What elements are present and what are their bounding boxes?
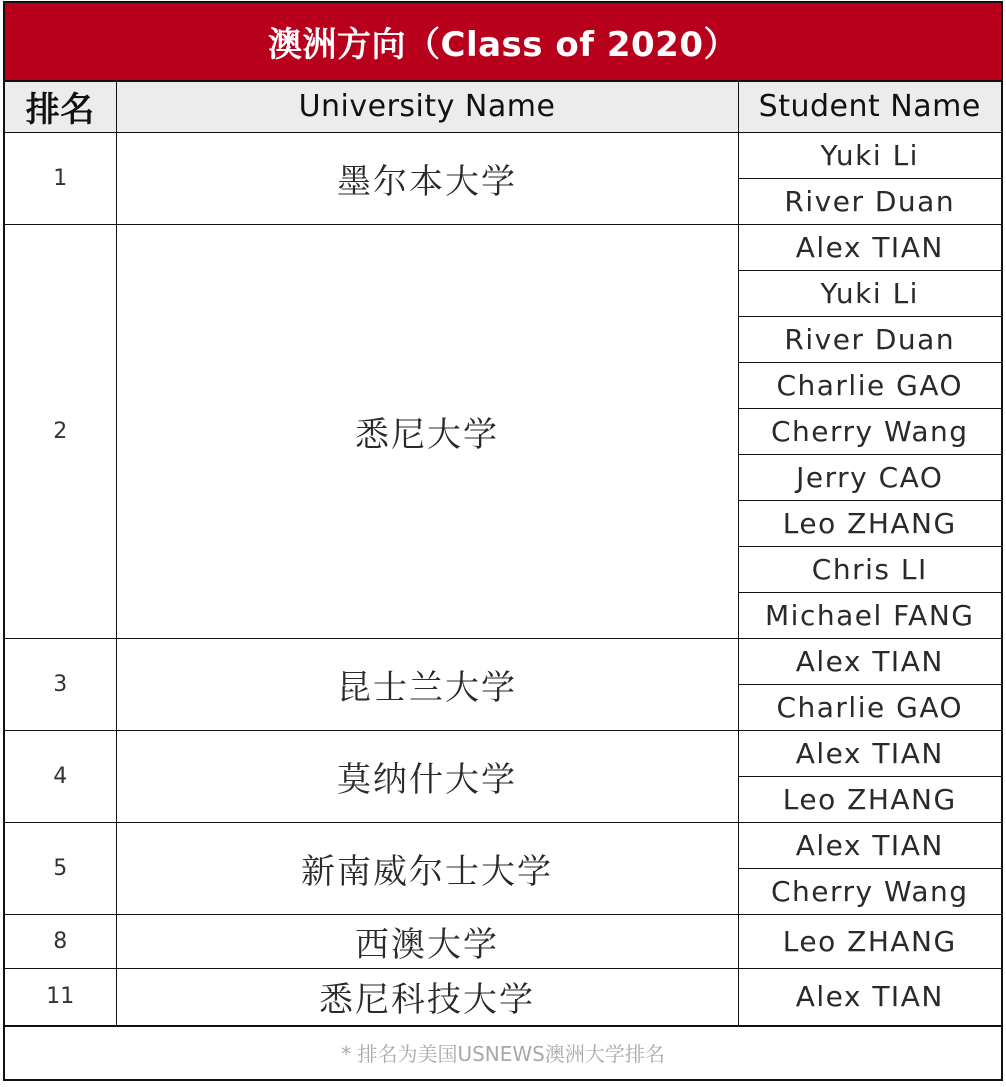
student-name-cell: Alex TIAN xyxy=(738,224,1001,270)
university-column-header: University Name xyxy=(116,82,738,132)
sheet-title: 澳洲方向（Class of 2020） xyxy=(5,3,1001,82)
rank-cell: 4 xyxy=(5,730,116,822)
student-name-cell: Alex TIAN xyxy=(738,638,1001,684)
table-row xyxy=(5,132,1001,178)
table-body xyxy=(5,132,1001,1025)
university-name-cell: 西澳大学 xyxy=(116,914,738,968)
student-name-cell: Yuki Li xyxy=(738,132,1001,178)
university-name-cell: 悉尼大学 xyxy=(116,224,738,638)
rank-cell: 5 xyxy=(5,822,116,914)
table-row xyxy=(5,224,1001,270)
student-name-cell: Alex TIAN xyxy=(738,968,1001,1025)
student-name-cell: Jerry CAO xyxy=(738,454,1001,500)
student-name-cell: Cherry Wang xyxy=(738,408,1001,454)
student-name-cell: Charlie GAO xyxy=(738,684,1001,730)
student-column-header: Student Name xyxy=(738,82,1001,132)
rankings-table xyxy=(5,82,1001,1026)
rank-cell: 2 xyxy=(5,224,116,638)
university-name-cell: 莫纳什大学 xyxy=(116,730,738,822)
student-name-cell: Charlie GAO xyxy=(738,362,1001,408)
footnote: * 排名为美国USNEWS澳洲大学排名 xyxy=(5,1026,1001,1079)
university-name-cell: 墨尔本大学 xyxy=(116,132,738,224)
rank-cell: 8 xyxy=(5,914,116,968)
table-row xyxy=(5,638,1001,684)
student-name-cell: Leo ZHANG xyxy=(738,914,1001,968)
university-name-cell: 新南威尔士大学 xyxy=(116,822,738,914)
student-name-cell: Cherry Wang xyxy=(738,868,1001,914)
student-name-cell: River Duan xyxy=(738,178,1001,224)
rankings-sheet xyxy=(3,1,1003,1081)
university-name-cell: 悉尼科技大学 xyxy=(116,968,738,1025)
table-row xyxy=(5,914,1001,968)
student-name-cell: Leo ZHANG xyxy=(738,500,1001,546)
student-name-cell: Yuki Li xyxy=(738,270,1001,316)
table-row xyxy=(5,968,1001,1025)
student-name-cell: River Duan xyxy=(738,316,1001,362)
university-name-cell: 昆士兰大学 xyxy=(116,638,738,730)
rank-cell: 11 xyxy=(5,968,116,1025)
header-row xyxy=(5,82,1001,132)
table-row xyxy=(5,730,1001,776)
student-name-cell: Alex TIAN xyxy=(738,822,1001,868)
student-name-cell: Chris LI xyxy=(738,546,1001,592)
student-name-cell: Leo ZHANG xyxy=(738,776,1001,822)
rank-cell: 1 xyxy=(5,132,116,224)
student-name-cell: Alex TIAN xyxy=(738,730,1001,776)
student-name-cell: Michael FANG xyxy=(738,592,1001,638)
table-row xyxy=(5,822,1001,868)
rank-column-header: 排名 xyxy=(5,82,116,132)
rank-cell: 3 xyxy=(5,638,116,730)
